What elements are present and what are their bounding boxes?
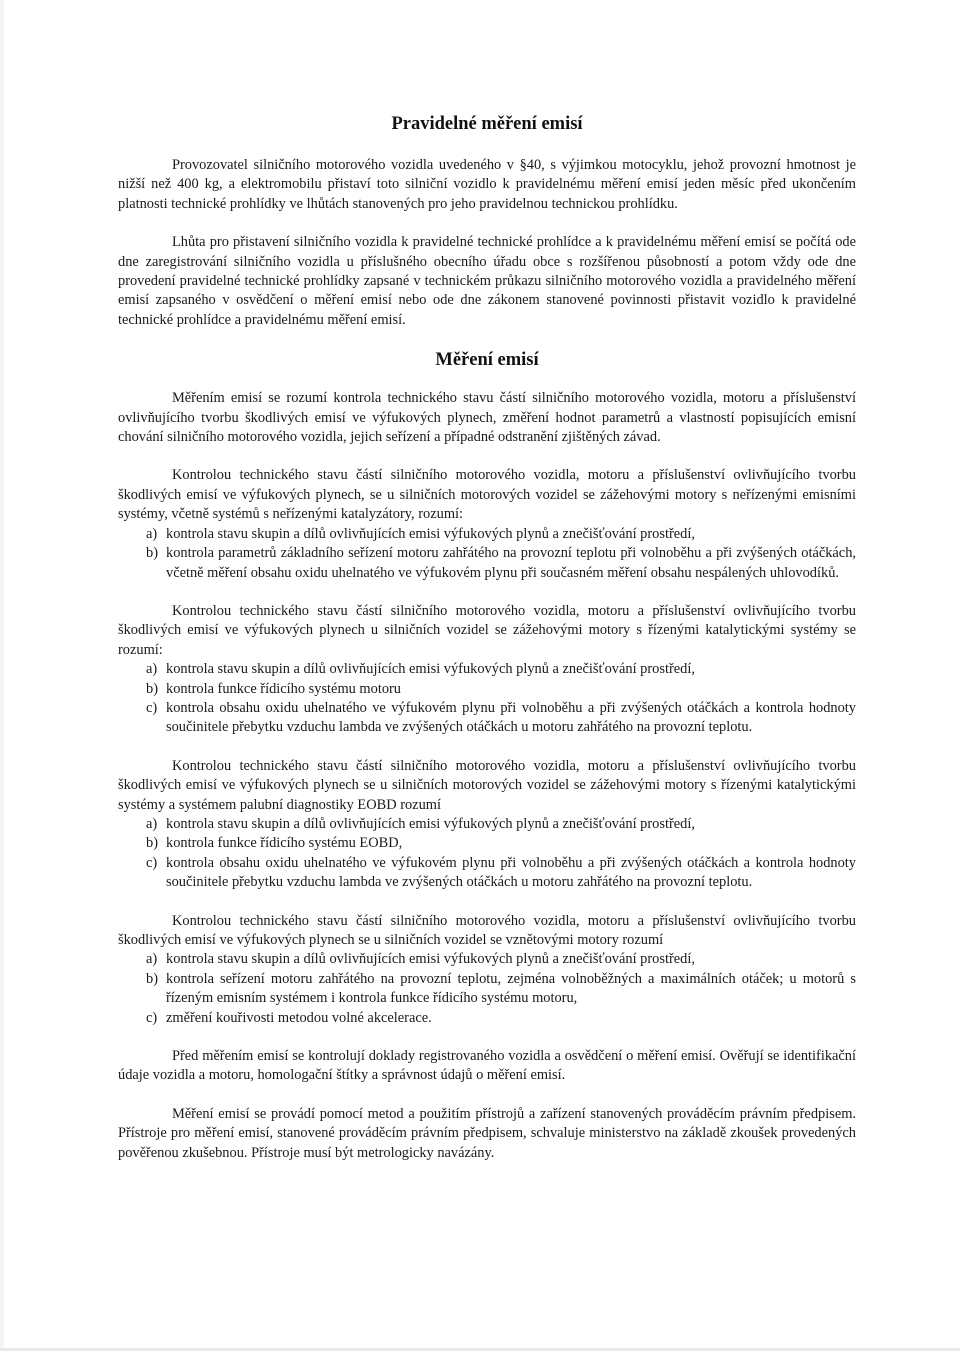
list-item-text: kontrola seřízení motoru zahřátého na provozní teplotu, zejména volnoběžných a maximálních otáček; u motorů s řízeným emisním systémem i kontrola funkce řídicího systému motoru, — [166, 970, 856, 1007]
list-item — [118, 544, 856, 583]
closing-paragraph-2: Měření emisí se provádí pomocí metod a použitím přístrojů a zařízení stanovených prováděcím právním předpisem. Přístroje pro měření emisí, stanovené prováděcím právním předpisem, schvaluje ministerstvo na základě zkoušek provedených pověřenou zkušebnou. Přístroje musí být metrologicky navázány. — [118, 1105, 856, 1161]
block-2-lead: Kontrolou technického stavu částí silničního motorového vozidla, motoru a příslušenství ovlivňujícího tvorbu škodlivých emisí ve výfukových plynech u silničních vozidel se zážehovými motory s řízenými katalytickými systémy se rozumí: — [118, 602, 856, 658]
block-4-lead: Kontrolou technického stavu částí silničního motorového vozidla, motoru a příslušenství ovlivňujícího tvorbu škodlivých emisí ve výfukových plynech se u silničních vozidel se vznětovými motory rozumí — [118, 912, 856, 948]
list-item-text: kontrola funkce řídicího systému motoru — [166, 680, 402, 697]
scan-edge-left — [0, 0, 4, 1351]
list-item-marker: a) — [146, 525, 158, 542]
list-item — [118, 854, 856, 893]
list-item — [118, 660, 856, 679]
block-3-list — [118, 815, 856, 893]
block-1-lead: Kontrolou technického stavu částí silničního motorového vozidla, motoru a příslušenství ovlivňujícího tvorbu škodlivých emisí ve výfukových plynech, se u silničních motorových vozidel se zážehovými motory s neřízenými emisními systémy, včetně systémů s neřízenými katalyzátory, rozumí: — [118, 467, 856, 523]
list-item — [118, 699, 856, 738]
list-item-text: kontrola obsahu oxidu uhelnatého ve výfukovém plynu při volnoběhu a při zvýšených otáčkách a kontrola hodnoty součinitele přebytku vzduchu lambda ve zvýšených otáčkách u motoru zahřátého na provozní teplotu. — [166, 854, 856, 891]
intro-paragraph-1: Provozovatel silničního motorového vozidla uvedeného v §40, s výjimkou motocyklu, jehož provozní hmotnost je nižší než 400 kg, a elektromobilu přistaví toto silniční vozidlo k pravidelnému měření emisí jeden měsíc před ukončením platnosti technické prohlídky ve lhůtách stanovených pro jeho pravidelnou technickou prohlídku. — [118, 157, 856, 212]
block-2-list — [118, 660, 856, 738]
block-4-list — [118, 950, 856, 1028]
list-item — [118, 1009, 856, 1028]
list-item-marker: b) — [146, 545, 158, 562]
list-item-text: kontrola stavu skupin a dílů ovlivňujících emisi výfukových plynů a znečišťování prostředí, — [166, 951, 695, 968]
list-item — [118, 970, 856, 1009]
list-item-text: kontrola stavu skupin a dílů ovlivňujících emisi výfukových plynů a znečišťování prostředí, — [166, 661, 695, 678]
list-item-text: kontrola stavu skupin a dílů ovlivňujících emisi výfukových plynů a znečišťování prostředí, — [166, 815, 695, 832]
list-item-marker: c) — [146, 1009, 158, 1026]
closing-paragraph-1: Před měřením emisí se kontrolují doklady registrovaného vozidla a osvědčení o měření emisí. Ověřují se identifikační údaje vozidla a motoru, homologační štítky a správnost údajů o měření emisí. — [118, 1048, 856, 1084]
document-title: Pravidelné měření emisí — [391, 114, 583, 134]
list-item-text: kontrola funkce řídicího systému EOBD, — [166, 835, 403, 852]
list-item — [118, 525, 856, 544]
list-item — [118, 950, 856, 969]
document-body — [118, 112, 856, 1163]
list-item — [118, 815, 856, 834]
block-1-list — [118, 525, 856, 583]
list-item-marker: c) — [146, 854, 158, 871]
list-item-text: kontrola stavu skupin a dílů ovlivňujících emisi výfukových plynů a znečišťování prostředí, — [166, 525, 695, 542]
section-title: Měření emisí — [435, 350, 539, 371]
list-item-marker: a) — [146, 951, 158, 968]
list-item-marker: b) — [146, 680, 158, 697]
list-item-marker: a) — [146, 815, 158, 832]
list-item-marker: a) — [146, 661, 158, 678]
list-item — [118, 680, 856, 699]
list-item-marker: b) — [146, 835, 158, 852]
block-3-lead: Kontrolou technického stavu částí silničního motorového vozidla, motoru a příslušenství ovlivňujícího tvorbu škodlivých emisí ve výfukových plynech se u silničních motorových vozidel se zážehovými motory s řízenými katalytickými systémy a systémem palubní diagnostiky EOBD rozumí — [118, 757, 856, 813]
list-item-marker: c) — [146, 699, 158, 716]
list-item — [118, 834, 856, 853]
list-item-text: kontrola obsahu oxidu uhelnatého ve výfukovém plynu při volnoběhu a při zvýšených otáčkách a kontrola hodnoty součinitele přebytku vzduchu lambda ve zvýšených otáčkách u motoru zahřátého na provozní teplotu. — [166, 699, 856, 736]
list-item-text: změření kouřivosti metodou volné akcelerace. — [166, 1009, 432, 1026]
list-item-text: kontrola parametrů základního seřízení motoru zahřátého na provozní teplotu při volnoběhu a při zvýšených otáčkách, včetně měření obsahu oxidu uhelnatého ve výfukovém plynu při současném měření obsahu nespálených uhlovodíků. — [166, 545, 856, 581]
definition-paragraph: Měřením emisí se rozumí kontrola technického stavu částí silničního motorového vozidla, motoru a příslušenství ovlivňujícího tvorbu škodlivých emisí ve výfukových plynech, změření hodnot parametrů a vlastností popisujících emisní chování silničního motorového vozidla, jejich seřízení a případné odstranění zjištěných závad. — [118, 390, 856, 446]
intro-paragraph-2: Lhůta pro přistavení silničního vozidla k pravidelné technické prohlídce a k pravidelnému měření emisí se počítá ode dne zaregistrování silničního vozidla u příslušného obecního úřadu obce s rozšířenou působností a potom vždy ode dne provedení pravidelné technické prohlídky zapsané v technickém průkazu silničního motorového vozidla a pravidelného měření emisí zapsaného v osvědčení o měření emisí nebo ode dne zákonem stanovené povinnosti přistavit vozidlo k pravidelné technické prohlídce a pravidelnému měření emisí. — [118, 234, 856, 328]
list-item-marker: b) — [146, 970, 158, 987]
